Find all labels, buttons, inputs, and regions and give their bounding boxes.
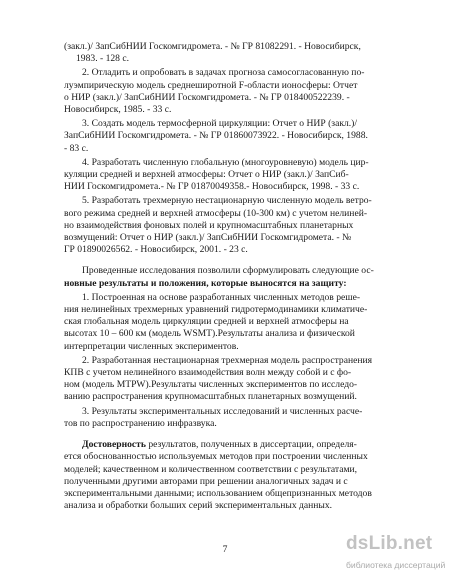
page-number: 7 [222,544,228,555]
reference-item [64,67,395,116]
text-line: о НИР (закл.)/ ЗапСибНИИ Госкомгидромета. - № ГР 018400522239. - [64,91,350,103]
bold-term: Достоверность [82,439,146,451]
text-line: 2. Разработанная нестационарная трехмерная модель распространения [82,354,373,366]
text-line: ном (модель MTPW).Результаты численных экспериментов по исследо- [64,379,358,391]
text-line [64,439,395,451]
text-line: ванию распространения крупномасштабных планетарных возмущений. [64,391,357,403]
text-line: НИИ Госкомгидромета.- № ГР 01870049358.- Новосибирск, 1998. - 33 с. [64,181,360,193]
text-line: вого режима средней и верхней атмосферы (10-300 км) с учетом нелиней- [64,207,368,219]
document-body [64,41,395,512]
text-line: интерпретации численных экспериментов. [64,340,239,352]
reference-item [64,195,395,256]
text-line: 1. Построенная на основе разработанных численных методов реше- [82,291,361,303]
bold-heading-line: новные результаты и положения, которые выносятся на защиту: [64,277,347,289]
watermark-subtitle: библиотека диссертаций [346,560,446,570]
text-line: ется обоснованностью используемых методов при построении численных [64,451,368,463]
result-item [64,292,395,353]
text-line: ская глобальная модель циркуляции средней и верхней атмосферы на [64,316,349,328]
text-line: 1983. - 128 с. [76,53,130,65]
text-line: моделей; качественном и количественном соответствии с результатами, [64,463,358,475]
text-line: экспериментальными данными; использованием общепризнанных методов [64,487,372,499]
reference-item [64,157,395,194]
text-line: возмущений: Отчет о НИР (закл.)/ ЗапСибНИИ Госкомгидромета. - № [64,232,352,244]
text-line: ЗапСибНИИ Госкомгидромета. - № ГР 01860073922. - Новосибирск, 1988. [64,130,368,142]
text-line: 2. Отладить и опробовать в задачах прогноза самосогласованную по- [82,67,365,79]
text-line: 3. Результаты экспериментальных исследований и численных расче- [82,405,363,417]
watermark-logo: dsLib.net [346,533,433,554]
text-line: 5. Разработать трехмерную нестационарную численную модель ветро- [82,195,372,207]
text-line: но взаимодействия фоновых полей и крупномасштабных планетарных [64,219,354,231]
text-line: полученными другими авторами при решении аналогичных задач и с [64,475,348,487]
text-line: луэмпирическую модель среднеширотной F-области ионосферы: Отчет [64,79,358,91]
text-line: высотах 10 – 600 км (модель WSMT).Результаты анализа и физической [64,328,355,340]
result-item [64,406,395,430]
text-line: КПВ с учетом нелинейного взаимодействия волн между собой и с фо- [64,367,352,379]
text-line: тов по распространению инфразвука. [64,417,217,429]
reliability-paragraph [64,439,395,512]
text-line: ния нелинейных трехмерных уравнений гидротермодинамики климатиче- [64,304,368,316]
result-item [64,355,395,404]
reference-item [64,41,395,65]
text-line: - 83 с. [64,142,89,154]
watermark [346,533,450,579]
summary-intro [64,265,395,289]
text-line: куляции средней и верхней атмосферы: Отчет о НИР (закл.)/ ЗапСиб- [64,169,349,181]
text-line: Новосибирск, 1985. - 33 с. [64,104,172,116]
text-line: Проведенные исследования позволили сформулировать следующие ос- [82,265,374,277]
text-line: (закл.)/ ЗапСибНИИ Госкомгидромета. - № ГР 81082291. - Новосибирск, [64,41,361,52]
text-fragment: результатов, полученных в диссертации, определя- [145,439,357,451]
reference-item [64,118,395,155]
text-line: 3. Создать модель термосферной циркуляции: Отчет о НИР (закл.)/ [82,118,358,130]
text-line: анализа и обработки больших серий экспериментальных данных. [64,500,333,512]
text-line: ГР 01890026562. - Новосибирск, 2001. - 23 с. [64,244,248,256]
text-line: 4. Разработать численную глобальную (многоуровневую) модель цир- [82,156,369,168]
